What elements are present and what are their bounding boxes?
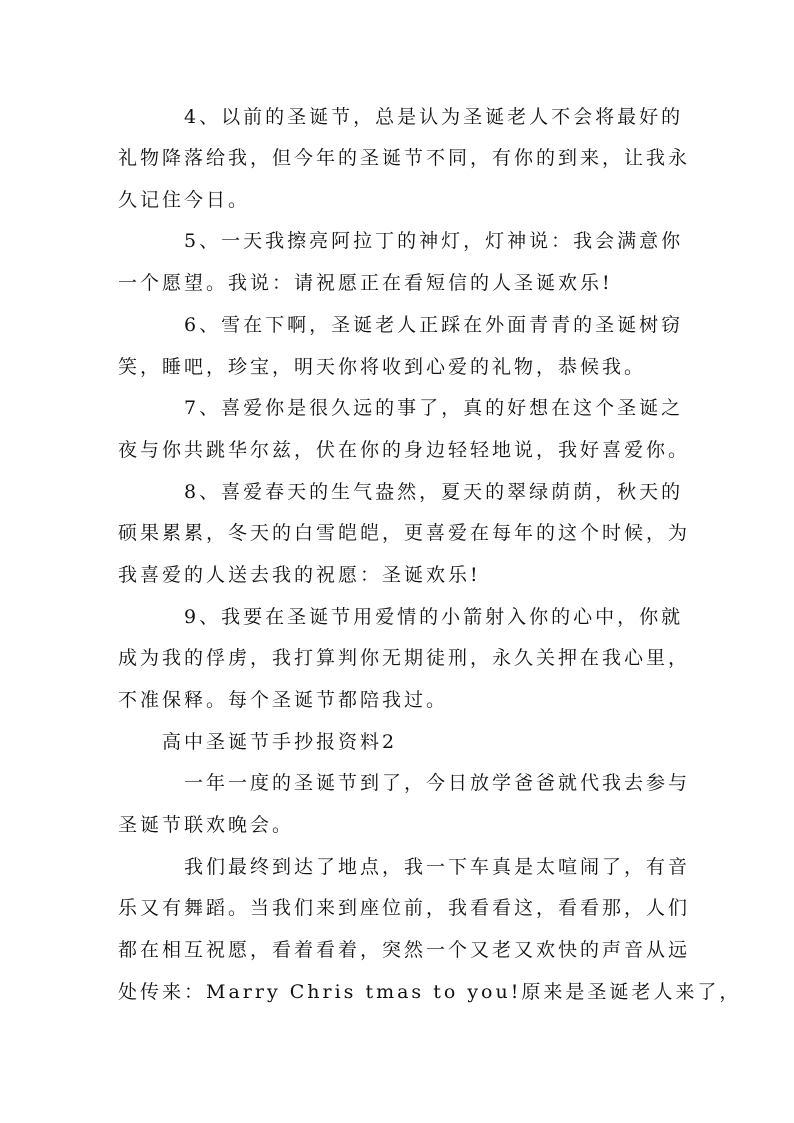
paragraph-line: 成为我的俘虏，我打算判你无期徒刑，永久关押在我心里，: [118, 647, 691, 669]
paragraph-line: 都在相互祝愿，看着看着，突然一个又老又欢快的声音从远: [118, 939, 691, 961]
paragraph-line: 9、我要在圣诞节用爱情的小箭射入你的心中，你就: [184, 606, 684, 628]
paragraph-line: 我喜爱的人送去我的祝愿：圣诞欢乐!: [118, 564, 481, 586]
paragraph-line: 笑，睡吧，珍宝，明天你将收到心爱的礼物，恭候我。: [118, 356, 647, 378]
paragraph-line: 8、喜爱春天的生气盎然，夏天的翠绿荫荫，秋天的: [184, 481, 684, 503]
paragraph-line: 一年一度的圣诞节到了，今日放学爸爸就代我去参与: [184, 772, 691, 794]
paragraph-line: 不准保释。每个圣诞节都陪我过。: [118, 689, 449, 711]
paragraph-line: 6、雪在下啊，圣诞老人正踩在外面青青的圣诞树窃: [184, 314, 684, 336]
paragraph-line: 7、喜爱你是很久远的事了，真的好想在这个圣诞之: [184, 397, 684, 419]
paragraph-line: 硕果累累，冬天的白雪皑皑，更喜爱在每年的这个时候，为: [118, 522, 691, 544]
paragraph-line: 乐又有舞蹈。当我们来到座位前，我看看这，看看那，人们: [118, 897, 691, 919]
paragraph-line: 我们最终到达了地点，我一下车真是太喧闹了，有音: [184, 856, 691, 878]
paragraph-line: 5、一天我擦亮阿拉丁的神灯，灯神说：我会满意你: [184, 230, 684, 252]
paragraph-line: 4、以前的圣诞节，总是认为圣诞老人不会将最好的: [184, 106, 684, 128]
paragraph-line: 圣诞节联欢晚会。: [118, 814, 295, 836]
section-heading: 高中圣诞节手抄报资料2: [162, 731, 398, 753]
paragraph-line: 久记住今日。: [118, 189, 251, 211]
paragraph-line: 礼物降落给我，但今年的圣诞节不同，有你的到来，让我永: [118, 147, 691, 169]
paragraph-line: 夜与你共跳华尔兹，伏在你的身边轻轻地说，我好喜爱你。: [118, 439, 691, 461]
paragraph-line: 一个愿望。我说：请祝愿正在看短信的人圣诞欢乐!: [118, 272, 613, 294]
paragraph-line: 处传来：Marry Chris tmas to you!原来是圣诞老人来了，: [118, 981, 742, 1003]
